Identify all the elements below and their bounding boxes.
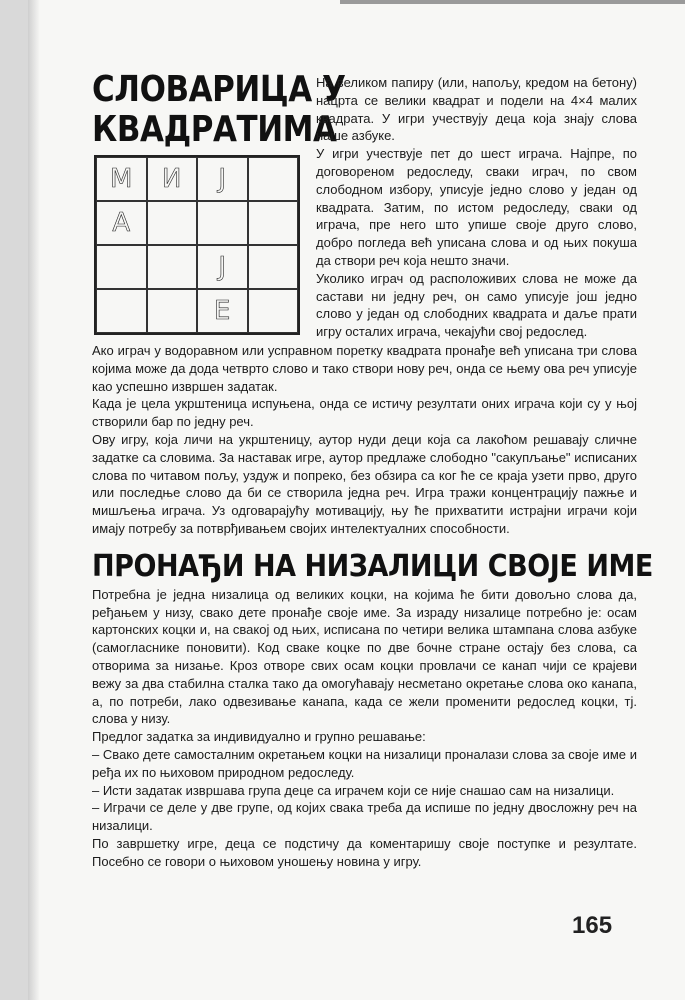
page-content — [92, 69, 653, 871]
section2-paragraph: Предлог задатка за индивидуално и групно решавање: — [92, 729, 426, 745]
grid-cell: Ј — [197, 245, 248, 289]
grid-cell — [197, 201, 248, 245]
grid-cell — [96, 245, 147, 289]
section2-body — [92, 586, 637, 871]
section2-list-item: – Играчи се деле у две групе, од којих свака треба да испише по једну двосложну реч на низалици. — [92, 800, 637, 834]
section1-title-block — [92, 69, 346, 150]
section1-side-text — [316, 74, 637, 341]
section1-paragraph: У игри учествује пет до шест играча. Најпре, по договореном редоследу, сваки играч, по свом слободном избору, уписује једно слово у један од квадрата. Затим, по истом редоследу, сваки од играча, пре него што упише своје друго слово, добро погледа већ уписана слова и од њих покуша да створи реч која нешто значи. — [316, 146, 637, 268]
grid-cell — [248, 157, 299, 201]
page-number: 165 — [572, 912, 613, 939]
grid-cell — [147, 289, 198, 333]
section1-paragraph: Када је цела укрштеница испуњена, онда се истичу резултати оних играча који су у њој створили бар по једну реч. — [92, 396, 637, 430]
section1-paragraph: Ако играч у водоравном или усправном поретку квадрата пронађе већ уписана три слова којима може да дода четврто слово и тако створи нову реч, онда се њему ова реч уписује као успешно извршен задатак. — [92, 343, 637, 394]
grid-cell — [248, 289, 299, 333]
grid-cell — [248, 201, 299, 245]
grid-cell — [96, 289, 147, 333]
section2-paragraph: Потребна је једна низалица од великих коцки, на којима ће бити довољно слова да, ређањем у низу, свако дете пронађе своје име. За израду низалице потребно је: осам картонских коцки и, на свакој од њих, исписана по четири велика штампана слова азбуке (самогласнике поновити). Код сваке коцке по две бочне стране остају без слова, са отворима за низање. Кроз отворе свих осам коцки провлачи се канап чији се крајеви вежу за два стабилна сталка тако да омогућавају несметано окретање слова око канапа, а, по потреби, лако одвезивање канапа, када се жели променити редослед коцки, тј. слова у низу. — [92, 586, 637, 727]
section2-paragraph: По завршетку игре, деца се подстичу да коментаришу своје поступке и резултате. Посебно се говори о њиховом уношењу новина у игру. — [92, 835, 637, 869]
section1-body — [92, 342, 637, 538]
grid-cell: Ј — [197, 157, 248, 201]
section2-title: ПРОНАЂИ НА НИЗАЛИЦИ СВОЈЕ ИМЕ — [92, 548, 653, 584]
section2-list-item: – Свако дете самосталним окретањем коцки на низалици проналази слова за своје име и ређа их по њиховом природном редоследу. — [92, 746, 637, 780]
grid-cell: М — [96, 157, 147, 201]
page-spine-shadow — [28, 0, 40, 1000]
section1-intro: На великом папиру (или, напољу, кредом на бетону) нацрта се велики квадрат и подели на 4×4 малих квадрата. У игри учествују деца која знају слова наше азбуке. — [316, 75, 637, 144]
section1-top — [92, 70, 637, 342]
section1-paragraph: Уколико играч од расположивих слова не може да састави ни једну реч, он само уписује још једно слово у један од слободних квадрата и даље прати игру осталих играча, чекајући свој редослед. — [316, 270, 637, 340]
grid-cell: А — [96, 201, 147, 245]
section1-title-line1: СЛОВАРИЦА У — [92, 69, 346, 110]
grid-cell: И — [147, 157, 198, 201]
page-top-edge — [340, 0, 685, 4]
section1-title-line2: КВАДРАТИМА — [92, 109, 337, 150]
grid-cell: Е — [197, 289, 248, 333]
section1-paragraph: Ову игру, која личи на укрштеницу, аутор нуди деци која са лакоћом решавају сличне задатке са словима. За наставак игре, аутор предлаже слободно "сакупљање" исписаних слова по читавом пољу, уздуж и попреко, без обзира са ког ће се краја узети прво, друго или последње слово да би се створила једна реч. Игра тражи концентрацију пажње и мишљења играча. Уз одговарајућу мотивацију, њу ће прихватити истрајни играчи који имају потребу за потврђивањем својих интелектуалних способности. — [92, 431, 637, 536]
grid-cell — [248, 245, 299, 289]
letter-grid — [94, 155, 300, 335]
section2-list-item: – Исти задатак извршава група деце са играчем који се није снашао сам на низалици. — [92, 782, 615, 798]
grid-cell — [147, 201, 198, 245]
grid-cell — [147, 245, 198, 289]
